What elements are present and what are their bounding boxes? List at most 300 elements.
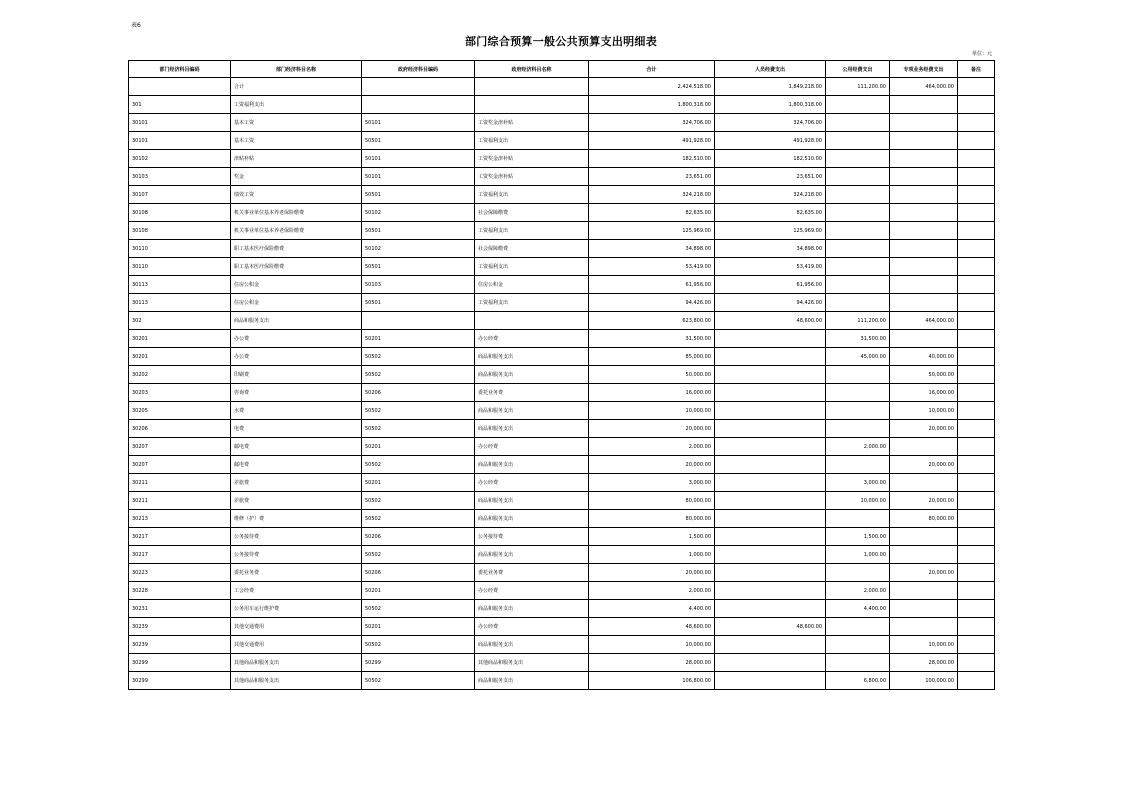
dept-econ-name-cell: 绩效工资 [231,186,362,204]
gov-econ-name-cell: 工资奖金津补贴 [475,150,589,168]
public-expense-cell [826,258,890,276]
dept-econ-name-cell: 其他交通费用 [231,618,362,636]
personnel-expense-cell: 34,898.00 [715,240,826,258]
personnel-expense-cell: 53,419.00 [715,258,826,276]
remark-cell [958,294,995,312]
gov-econ-name-cell [475,78,589,96]
personnel-expense-cell: 324,706.00 [715,114,826,132]
gov-econ-code-cell: 50201 [362,474,475,492]
table-row [129,240,995,258]
dept-econ-name-cell: 办公费 [231,348,362,366]
remark-cell [958,204,995,222]
remark-cell [958,132,995,150]
remark-cell [958,672,995,690]
gov-econ-code-cell: 50501 [362,132,475,150]
remark-cell [958,330,995,348]
dept-econ-code-cell: 30102 [129,150,231,168]
gov-econ-name-cell: 工资福利支出 [475,222,589,240]
special-expense-cell [890,546,958,564]
public-expense-cell [826,276,890,294]
table-row [129,546,995,564]
remark-cell [958,492,995,510]
remark-cell [958,366,995,384]
table-row [129,438,995,456]
total-cell: 324,218.00 [589,186,715,204]
table-row [129,114,995,132]
dept-econ-name-cell: 工会经费 [231,582,362,600]
table-row [129,132,995,150]
gov-econ-name-cell: 社会保障缴费 [475,204,589,222]
table-row [129,474,995,492]
dept-econ-name-cell: 基本工资 [231,132,362,150]
dept-econ-name-cell: 商品和服务支出 [231,312,362,330]
personnel-expense-cell [715,510,826,528]
gov-econ-code-cell: 50502 [362,600,475,618]
special-expense-cell [890,618,958,636]
public-expense-cell [826,240,890,258]
public-expense-cell [826,114,890,132]
personnel-expense-cell [715,384,826,402]
table-row [129,96,995,114]
column-header: 公用经费支出 [826,61,890,78]
dept-econ-name-cell: 水费 [231,402,362,420]
unit-label: 单位：元 [971,51,992,57]
personnel-expense-cell: 182,510.00 [715,150,826,168]
public-expense-cell [826,510,890,528]
gov-econ-code-cell: 50501 [362,186,475,204]
dept-econ-code-cell: 30202 [129,366,231,384]
table-row [129,654,995,672]
gov-econ-name-cell: 商品和服务支出 [475,420,589,438]
column-header: 合计 [589,61,715,78]
total-cell: 20,000.00 [589,456,715,474]
total-cell: 20,000.00 [589,564,715,582]
dept-econ-name-cell: 印刷费 [231,366,362,384]
total-cell: 80,000.00 [589,510,715,528]
dept-econ-code-cell [129,78,231,96]
table-row [129,78,995,96]
public-expense-cell [826,402,890,420]
dept-econ-code-cell: 30217 [129,528,231,546]
table-row [129,672,995,690]
personnel-expense-cell [715,330,826,348]
dept-econ-name-cell: 差旅费 [231,492,362,510]
dept-econ-name-cell: 职工基本医疗保险缴费 [231,240,362,258]
table-row [129,348,995,366]
public-expense-cell: 2,000.00 [826,582,890,600]
dept-econ-code-cell: 30299 [129,672,231,690]
gov-econ-code-cell [362,96,475,114]
personnel-expense-cell [715,600,826,618]
gov-econ-code-cell: 50501 [362,294,475,312]
special-expense-cell: 20,000.00 [890,456,958,474]
remark-cell [958,186,995,204]
remark-cell [958,168,995,186]
gov-econ-code-cell: 50206 [362,528,475,546]
remark-cell [958,348,995,366]
personnel-expense-cell [715,420,826,438]
remark-cell [958,150,995,168]
public-expense-cell [826,420,890,438]
gov-econ-name-cell: 住房公积金 [475,276,589,294]
table-row [129,528,995,546]
gov-econ-name-cell: 委托业务费 [475,384,589,402]
dept-econ-code-cell: 30108 [129,204,231,222]
column-header: 专项业务经费支出 [890,61,958,78]
public-expense-cell [826,564,890,582]
gov-econ-name-cell: 工资福利支出 [475,186,589,204]
total-cell: 182,510.00 [589,150,715,168]
total-cell: 61,956.00 [589,276,715,294]
total-cell: 20,000.00 [589,420,715,438]
gov-econ-name-cell: 商品和服务支出 [475,366,589,384]
personnel-expense-cell: 48,600.00 [715,312,826,330]
personnel-expense-cell: 82,635.00 [715,204,826,222]
personnel-expense-cell: 491,928.00 [715,132,826,150]
gov-econ-name-cell: 工资奖金津补贴 [475,114,589,132]
dept-econ-code-cell: 30211 [129,492,231,510]
special-expense-cell [890,474,958,492]
gov-econ-code-cell: 50502 [362,456,475,474]
gov-econ-code-cell: 50201 [362,582,475,600]
public-expense-cell [826,204,890,222]
gov-econ-name-cell: 工资福利支出 [475,294,589,312]
dept-econ-name-cell: 其他商品和服务支出 [231,672,362,690]
gov-econ-code-cell: 50206 [362,384,475,402]
gov-econ-code-cell: 50501 [362,258,475,276]
special-expense-cell [890,438,958,456]
gov-econ-name-cell: 办公经费 [475,330,589,348]
dept-econ-name-cell: 公务接待费 [231,528,362,546]
gov-econ-name-cell: 工资福利支出 [475,258,589,276]
gov-econ-name-cell: 商品和服务支出 [475,492,589,510]
special-expense-cell: 10,000.00 [890,636,958,654]
dept-econ-code-cell: 30201 [129,348,231,366]
total-cell: 2,000.00 [589,438,715,456]
total-cell: 491,928.00 [589,132,715,150]
total-cell: 28,000.00 [589,654,715,672]
dept-econ-name-cell: 邮电费 [231,456,362,474]
special-expense-cell: 464,000.00 [890,78,958,96]
gov-econ-name-cell: 委托业务费 [475,564,589,582]
total-cell: 125,969.00 [589,222,715,240]
special-expense-cell: 100,000.00 [890,672,958,690]
gov-econ-name-cell: 办公经费 [475,438,589,456]
gov-econ-code-cell: 50102 [362,204,475,222]
dept-econ-code-cell: 30103 [129,168,231,186]
dept-econ-name-cell: 委托业务费 [231,564,362,582]
table-row [129,294,995,312]
dept-econ-code-cell: 30223 [129,564,231,582]
dept-econ-code-cell: 30207 [129,456,231,474]
table-row [129,222,995,240]
gov-econ-name-cell: 商品和服务支出 [475,546,589,564]
gov-econ-name-cell: 商品和服务支出 [475,672,589,690]
special-expense-cell [890,240,958,258]
table-row [129,618,995,636]
gov-econ-code-cell: 50502 [362,348,475,366]
special-expense-cell: 10,000.00 [890,402,958,420]
table-row [129,258,995,276]
dept-econ-code-cell: 30228 [129,582,231,600]
personnel-expense-cell [715,474,826,492]
personnel-expense-cell: 125,969.00 [715,222,826,240]
table-row [129,204,995,222]
special-expense-cell [890,276,958,294]
public-expense-cell [826,366,890,384]
personnel-expense-cell: 61,956.00 [715,276,826,294]
dept-econ-name-cell: 基本工资 [231,114,362,132]
total-cell: 80,000.00 [589,492,715,510]
dept-econ-name-cell: 咨询费 [231,384,362,402]
dept-econ-code-cell: 30211 [129,474,231,492]
total-cell: 16,000.00 [589,384,715,402]
remark-cell [958,528,995,546]
total-cell: 4,400.00 [589,600,715,618]
total-cell: 2,000.00 [589,582,715,600]
gov-econ-code-cell: 50502 [362,672,475,690]
remark-cell [958,258,995,276]
remark-cell [958,114,995,132]
table-row [129,582,995,600]
public-expense-cell: 111,200.00 [826,312,890,330]
public-expense-cell: 6,800.00 [826,672,890,690]
personnel-expense-cell [715,546,826,564]
total-cell: 3,000.00 [589,474,715,492]
column-header: 政府经济科目名称 [475,61,589,78]
gov-econ-name-cell [475,312,589,330]
dept-econ-name-cell: 奖金 [231,168,362,186]
public-expense-cell [826,132,890,150]
table-row [129,456,995,474]
remark-cell [958,438,995,456]
public-expense-cell [826,654,890,672]
special-expense-cell [890,168,958,186]
dept-econ-code-cell: 30110 [129,240,231,258]
dept-econ-code-cell: 30201 [129,330,231,348]
gov-econ-name-cell: 商品和服务支出 [475,636,589,654]
remark-cell [958,510,995,528]
gov-econ-code-cell: 50201 [362,330,475,348]
public-expense-cell: 1,500.00 [826,528,890,546]
gov-econ-code-cell [362,312,475,330]
special-expense-cell: 20,000.00 [890,564,958,582]
dept-econ-code-cell: 30213 [129,510,231,528]
public-expense-cell [826,168,890,186]
total-cell: 50,000.00 [589,366,715,384]
public-expense-cell: 2,000.00 [826,438,890,456]
remark-cell [958,546,995,564]
personnel-expense-cell [715,402,826,420]
personnel-expense-cell [715,456,826,474]
total-cell: 324,706.00 [589,114,715,132]
gov-econ-name-cell: 商品和服务支出 [475,510,589,528]
total-cell: 48,600.00 [589,618,715,636]
total-cell: 2,424,518.00 [589,78,715,96]
personnel-expense-cell: 1,849,218.00 [715,78,826,96]
table-row [129,168,995,186]
column-header: 政府经济科目编码 [362,61,475,78]
special-expense-cell: 40,000.00 [890,348,958,366]
gov-econ-code-cell: 50102 [362,240,475,258]
remark-cell [958,582,995,600]
table-row [129,276,995,294]
public-expense-cell: 31,500.00 [826,330,890,348]
table-row [129,384,995,402]
remark-cell [958,618,995,636]
remark-cell [958,600,995,618]
public-expense-cell: 4,400.00 [826,600,890,618]
dept-econ-code-cell: 30203 [129,384,231,402]
table-row [129,492,995,510]
gov-econ-code-cell: 50502 [362,366,475,384]
dept-econ-name-cell: 其他商品和服务支出 [231,654,362,672]
column-header: 人员经费支出 [715,61,826,78]
table-row [129,636,995,654]
total-cell: 31,500.00 [589,330,715,348]
gov-econ-name-cell: 商品和服务支出 [475,456,589,474]
gov-econ-name-cell: 商品和服务支出 [475,348,589,366]
table-row [129,312,995,330]
total-cell: 623,800.00 [589,312,715,330]
dept-econ-name-cell: 差旅费 [231,474,362,492]
table-header-row [129,61,995,78]
remark-cell [958,384,995,402]
dept-econ-code-cell: 30206 [129,420,231,438]
special-expense-cell: 28,000.00 [890,654,958,672]
personnel-expense-cell [715,438,826,456]
special-expense-cell [890,528,958,546]
total-cell: 1,800,318.00 [589,96,715,114]
public-expense-cell [826,618,890,636]
personnel-expense-cell: 94,426.00 [715,294,826,312]
dept-econ-name-cell: 电费 [231,420,362,438]
special-expense-cell [890,294,958,312]
dept-econ-name-cell: 合计 [231,78,362,96]
dept-econ-name-cell: 职工基本医疗保险缴费 [231,258,362,276]
dept-econ-name-cell: 住房公积金 [231,294,362,312]
dept-econ-name-cell: 邮电费 [231,438,362,456]
special-expense-cell [890,582,958,600]
public-expense-cell [826,384,890,402]
gov-econ-code-cell [362,78,475,96]
gov-econ-name-cell: 办公经费 [475,582,589,600]
dept-econ-code-cell: 30108 [129,222,231,240]
gov-econ-code-cell: 50206 [362,564,475,582]
public-expense-cell [826,96,890,114]
special-expense-cell [890,114,958,132]
dept-econ-name-cell: 机关事业单位基本养老保险缴费 [231,222,362,240]
gov-econ-code-cell: 50201 [362,618,475,636]
total-cell: 94,426.00 [589,294,715,312]
dept-econ-name-cell: 其他交通费用 [231,636,362,654]
personnel-expense-cell [715,492,826,510]
total-cell: 10,000.00 [589,636,715,654]
personnel-expense-cell: 324,218.00 [715,186,826,204]
total-cell: 1,500.00 [589,528,715,546]
gov-econ-name-cell: 社会保障缴费 [475,240,589,258]
public-expense-cell: 3,000.00 [826,474,890,492]
total-cell: 106,800.00 [589,672,715,690]
public-expense-cell [826,456,890,474]
total-cell: 10,000.00 [589,402,715,420]
gov-econ-code-cell: 50501 [362,222,475,240]
gov-econ-code-cell: 50201 [362,438,475,456]
special-expense-cell [890,204,958,222]
column-header: 部门经济科目名称 [231,61,362,78]
personnel-expense-cell [715,528,826,546]
dept-econ-code-cell: 30110 [129,258,231,276]
remark-cell [958,96,995,114]
total-cell: 1,000.00 [589,546,715,564]
special-expense-cell: 80,000.00 [890,510,958,528]
special-expense-cell: 20,000.00 [890,492,958,510]
gov-econ-name-cell: 商品和服务支出 [475,600,589,618]
special-expense-cell [890,330,958,348]
special-expense-cell [890,222,958,240]
dept-econ-code-cell: 30205 [129,402,231,420]
special-expense-cell [890,258,958,276]
total-cell: 53,419.00 [589,258,715,276]
special-expense-cell [890,96,958,114]
gov-econ-code-cell: 50502 [362,402,475,420]
remark-cell [958,240,995,258]
public-expense-cell [826,150,890,168]
dept-econ-code-cell: 30217 [129,546,231,564]
remark-cell [958,312,995,330]
dept-econ-name-cell: 津贴补贴 [231,150,362,168]
remark-cell [958,222,995,240]
special-expense-cell: 16,000.00 [890,384,958,402]
gov-econ-code-cell: 50103 [362,276,475,294]
public-expense-cell: 10,000.00 [826,492,890,510]
total-cell: 85,000.00 [589,348,715,366]
dept-econ-code-cell: 30113 [129,294,231,312]
dept-econ-name-cell: 办公费 [231,330,362,348]
expenditure-detail-table [128,60,995,690]
special-expense-cell: 20,000.00 [890,420,958,438]
special-expense-cell: 50,000.00 [890,366,958,384]
dept-econ-code-cell: 30239 [129,636,231,654]
gov-econ-code-cell: 50502 [362,510,475,528]
remark-cell [958,654,995,672]
personnel-expense-cell [715,654,826,672]
table-row [129,150,995,168]
gov-econ-name-cell [475,96,589,114]
total-cell: 34,898.00 [589,240,715,258]
personnel-expense-cell [715,366,826,384]
public-expense-cell: 1,000.00 [826,546,890,564]
gov-econ-code-cell: 50502 [362,420,475,438]
gov-econ-name-cell: 办公经费 [475,474,589,492]
table-row [129,186,995,204]
public-expense-cell: 111,200.00 [826,78,890,96]
gov-econ-name-cell: 工资福利支出 [475,132,589,150]
table-row [129,402,995,420]
special-expense-cell [890,600,958,618]
total-cell: 82,635.00 [589,204,715,222]
gov-econ-name-cell: 其他商品和服务支出 [475,654,589,672]
gov-econ-code-cell: 50502 [362,546,475,564]
special-expense-cell [890,186,958,204]
gov-econ-code-cell: 50101 [362,168,475,186]
personnel-expense-cell [715,582,826,600]
remark-cell [958,402,995,420]
table-row [129,510,995,528]
remark-cell [958,636,995,654]
dept-econ-code-cell: 30299 [129,654,231,672]
gov-econ-code-cell: 50502 [362,636,475,654]
